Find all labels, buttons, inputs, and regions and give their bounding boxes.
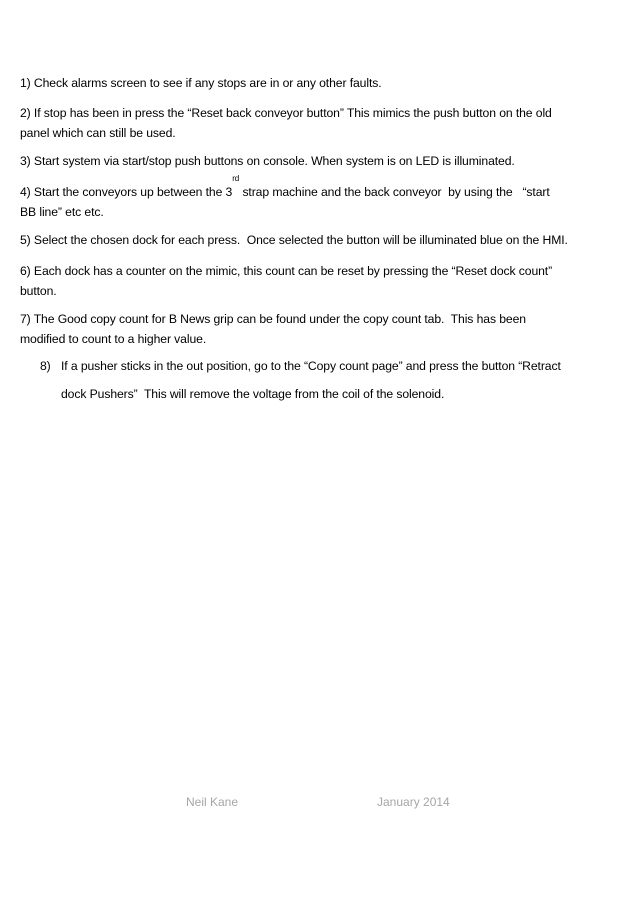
step-8-line-2-text: dock Pushers” This will remove the voltage from the coil of the solenoid.: [61, 387, 445, 401]
step-7-line-2: modified to count to a higher value.: [20, 332, 207, 346]
step-4: [20, 174, 625, 222]
step-5: [20, 230, 625, 250]
step-6-line-1: 6) Each dock has a counter on the mimic, this count can be reset by pressing the “Reset dock count”: [20, 264, 553, 278]
step-4-line-1: [20, 174, 625, 202]
step-8-line-1-text: If a pusher sticks in the out position, go to the “Copy count page” and press the button “Retract: [61, 359, 561, 373]
step-6: [20, 261, 625, 301]
footer-date: January 2014: [377, 795, 450, 809]
step-4-line-1-end: strap machine and the back conveyor by using the “start: [239, 185, 550, 199]
step-6-line-2: button.: [20, 284, 57, 298]
step-3: [20, 151, 625, 171]
step-4-line-2: BB line” etc etc.: [20, 205, 104, 219]
footer-author: Neil Kane: [186, 795, 239, 809]
step-7-line-1: 7) The Good copy count for B News grip can be found under the copy count tab. This has been: [20, 312, 526, 326]
step-1: [20, 73, 625, 93]
step-2-line-1: 2) If stop has been in press the “Reset back conveyor button” This mimics the push button on the old: [20, 106, 552, 120]
step-8-line-2: [61, 384, 444, 404]
step-8-line-1: [40, 356, 561, 376]
step-4-line-1-start: 4) Start the conveyors up between the 3: [20, 185, 233, 199]
step-2-line-2: panel which can still be used.: [20, 126, 176, 140]
step-3-text: 3) Start system via start/stop push buttons on console. When system is on LED is illuminated.: [20, 154, 515, 168]
step-2: [20, 103, 625, 143]
ordinal-superscript: rd: [232, 174, 240, 183]
step-8-number: 8): [40, 359, 51, 373]
step-1-text: 1) Check alarms screen to see if any stops are in or any other faults.: [20, 76, 382, 90]
step-7: [20, 309, 625, 349]
step-5-text: 5) Select the chosen dock for each press. Once selected the button will be illuminated blue on the HMI.: [20, 233, 568, 247]
